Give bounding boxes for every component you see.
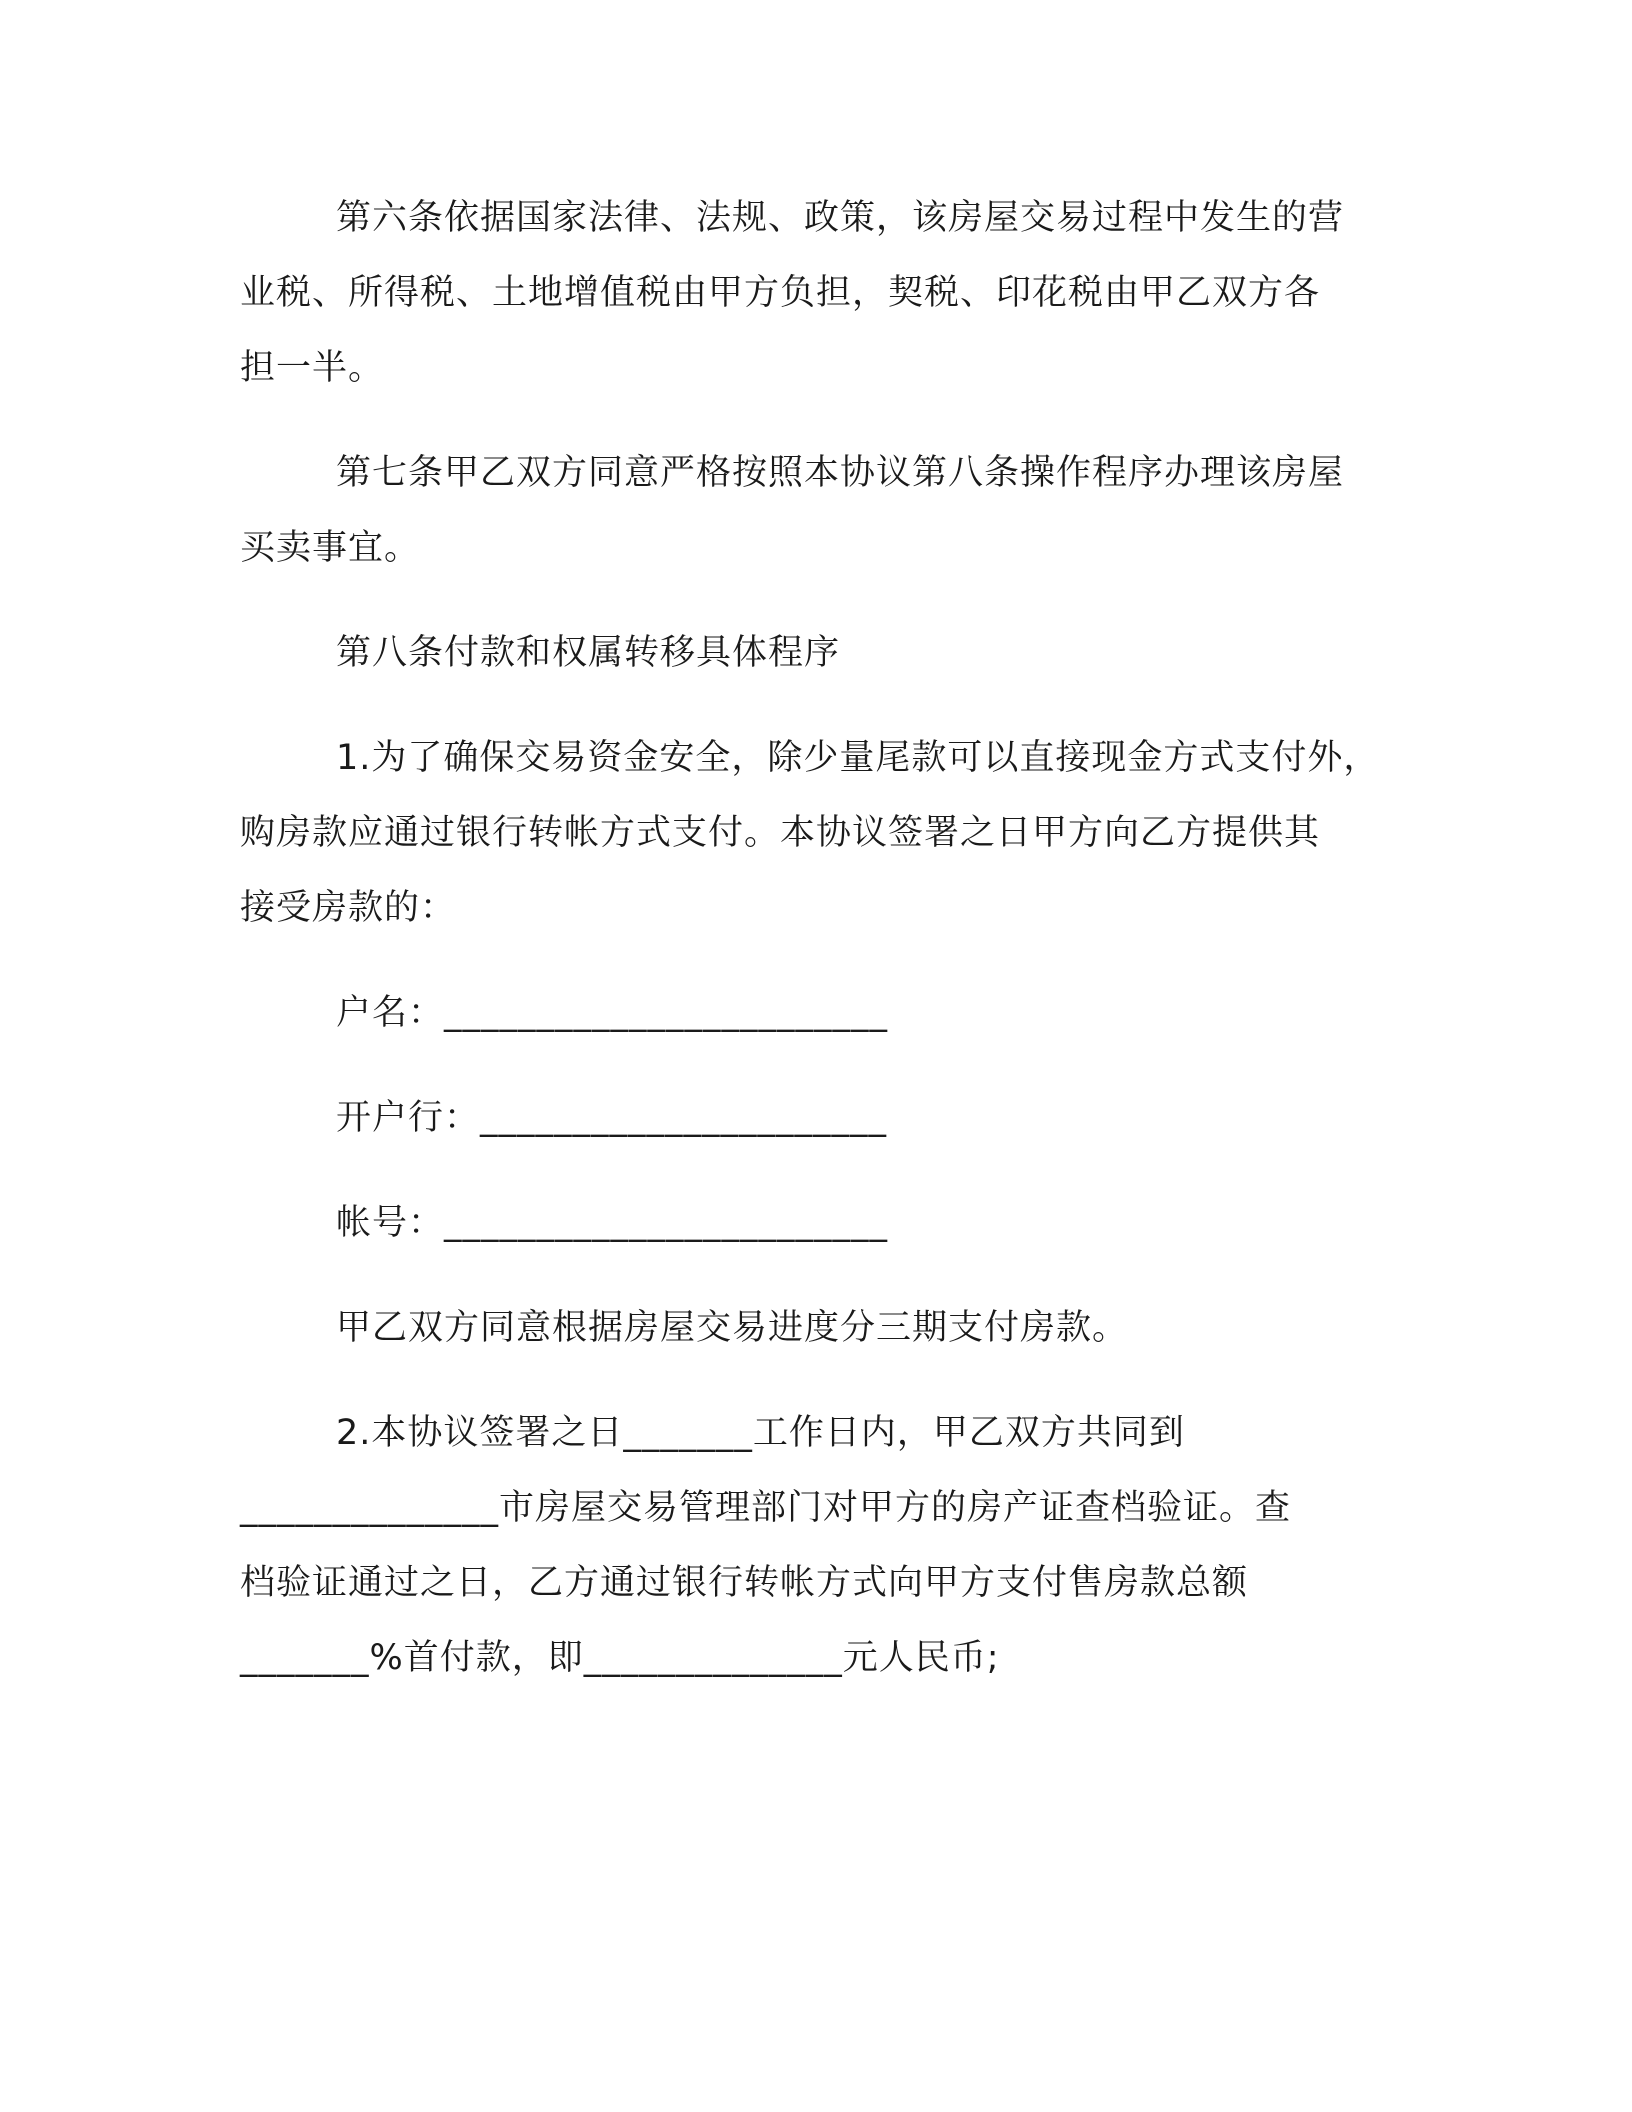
article-6-line-3: 担一半。 — [240, 348, 385, 388]
clause-2-line-3: 档验证通过之日，乙方通过银行转帐方式向甲方支付售房款总额 — [240, 1563, 1249, 1603]
clause-2-line-4: _______%首付款，即______________元人民币; — [240, 1638, 1000, 1678]
article-6-line-2: 业税、所得税、土地增值税由甲方负担，契税、印花税由甲乙双方各 — [240, 273, 1321, 313]
article-8-heading: 第八条付款和权属转移具体程序 — [336, 633, 841, 673]
payment-schedule-note: 甲乙双方同意根据房屋交易进度分三期支付房款。 — [336, 1308, 1129, 1348]
clause-2-line-2: ______________市房屋交易管理部门对甲方的房产证查档验证。查 — [240, 1488, 1292, 1528]
clause-2-line-1: 2.本协议签署之日_______工作日内，甲乙双方共同到 — [336, 1413, 1185, 1453]
bank-field: 开户行：______________________ — [336, 1098, 888, 1138]
clause-1-line-1: 1.为了确保交易资金安全，除少量尾款可以直接现金方式支付外， — [336, 738, 1380, 778]
article-6-line-1: 第六条依据国家法律、法规、政策，该房屋交易过程中发生的营 — [336, 198, 1345, 238]
clause-1-line-2: 购房款应通过银行转帐方式支付。本协议签署之日甲方向乙方提供其 — [240, 813, 1321, 853]
account-name-field: 户名：________________________ — [336, 993, 889, 1033]
clause-1-line-3: 接受房款的： — [240, 888, 457, 928]
article-7-line-1: 第七条甲乙双方同意严格按照本协议第八条操作程序办理该房屋 — [336, 453, 1345, 493]
article-7-line-2: 买卖事宜。 — [240, 528, 421, 568]
account-number-field: 帐号：________________________ — [336, 1203, 889, 1243]
